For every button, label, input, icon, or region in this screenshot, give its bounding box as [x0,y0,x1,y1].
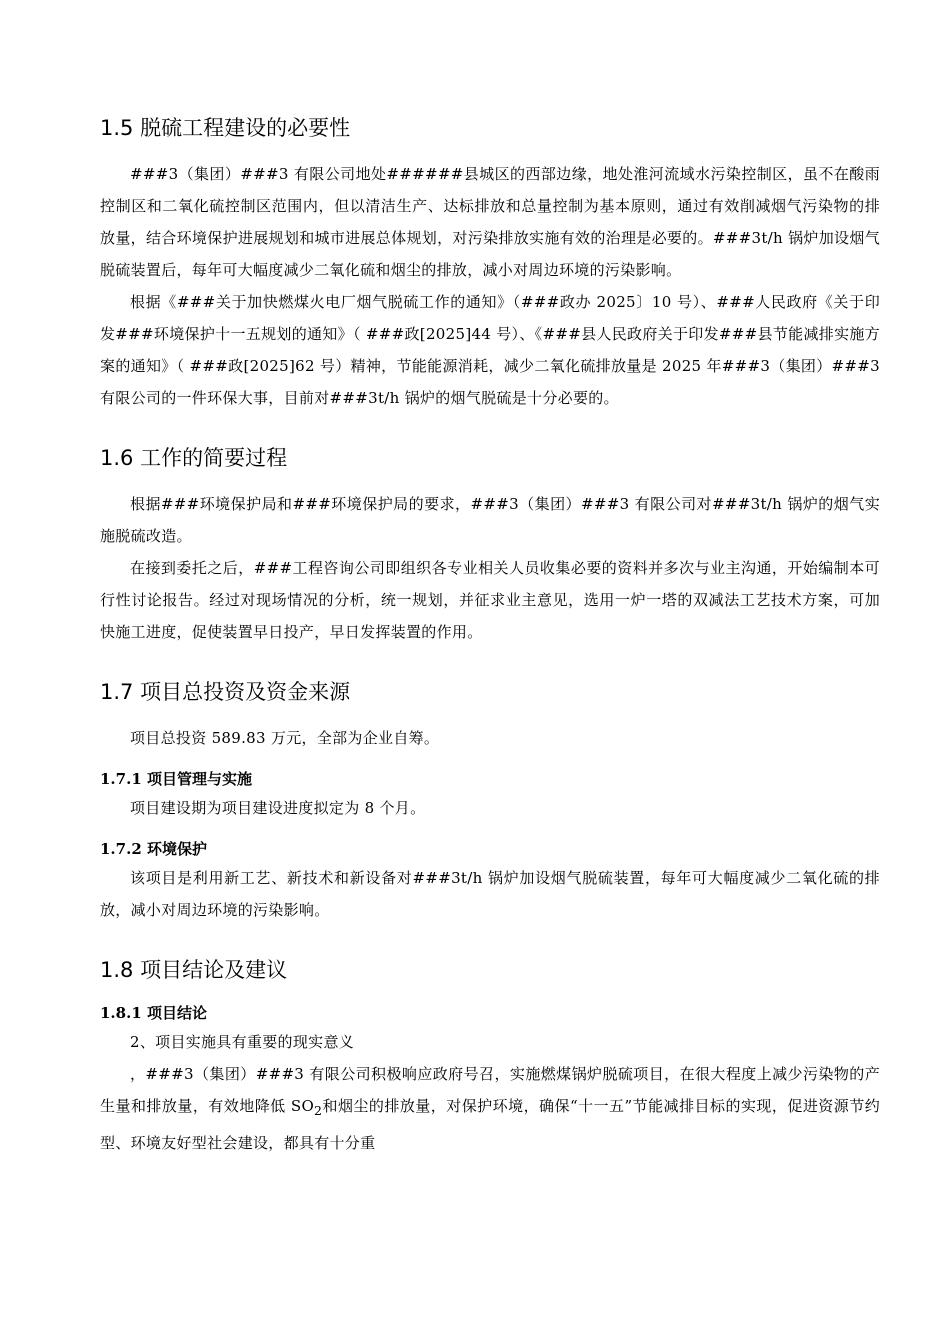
section-heading-1-7: 1.7 项目总投资及资金来源 [100,680,351,704]
document-page [100,110,880,1159]
paragraph: 项目建设期为项目建设进度拟定为 8 个月。 [130,799,426,817]
paragraph: 2、项目实施具有重要的现实意义 [130,1033,355,1051]
paragraph: 该项目是利用新工艺、新技术和新设备对###3t/h 锅炉加设烟气脱硫装置，每年可大幅度减少二氧化硫的排放，减小对周边环境的污染影响。 [100,869,880,919]
section-heading-1-5: 1.5 脱硫工程建设的必要性 [100,116,351,140]
paragraph-text: 和烟尘的排放量，对保护环境，确保“十一五”节能减排目标的实现，促进资源节约型、环境友好型社会建设，都具有十分重 [100,1097,880,1152]
paragraph: 根据《###关于加快燃煤火电厂烟气脱硫工作的通知》（###政办 2025〕10 号）、###人民政府《关于印发###环境保护十一五规划的通知》（ ###政[2025]44 号）、《###县人民政府关于印发###县节能减排实施方案的通知》（ ###政[2025]62 号）精神，节能能源消耗，减少二氧化硫排放量是 2025 年###3（集团）###3 有限公司的一件环保大事，目前对###3t/h 锅炉的烟气脱硫是十分必要的。 [100,293,880,407]
subscript-text: 2 [314,1103,323,1118]
paragraph: ###3（集团）###3 有限公司地处######县城区的西部边缘，地处淮河流域水污染控制区，虽不在酸雨控制区和二氧化硫控制区范围内，但以清洁生产、达标排放和总量控制为基本原则，通过有效削减烟气污染物的排放量，结合环境保护进展规划和城市进展总体规划，对污染排放实施有效的治理是必要的。###3t/h 锅炉加设烟气脱硫装置后，每年可大幅度减少二氧化硫和烟尘的排放，减小对周边环境的污染影响。 [100,165,880,279]
paragraph: 根据###环境保护局和###环境保护局的要求，###3（集团）###3 有限公司对###3t/h 锅炉的烟气实施脱硫改造。 [100,495,880,545]
section-heading-1-8: 1.8 项目结论及建议 [100,958,288,982]
paragraph: 项目总投资 589.83 万元，全部为企业自筹。 [130,729,440,747]
paragraph: 在接到委托之后，###工程咨询公司即组织各专业相关人员收集必要的资料并多次与业主沟通，开始编制本可行性讨论报告。经过对现场情况的分析，统一规划，并征求业主意见，选用一炉一塔的双减法工艺技术方案，可加快施工进度，促使装置早日投产，早日发挥装置的作用。 [100,559,880,641]
subsection-heading-1-7-2: 1.7.2 环境保护 [100,840,207,858]
paragraph [100,1058,880,1159]
section-heading-1-6: 1.6 工作的简要过程 [100,446,288,470]
subsection-heading-1-7-1: 1.7.1 项目管理与实施 [100,770,252,788]
subsection-heading-1-8-1: 1.8.1 项目结论 [100,1004,207,1022]
paragraph-text: ，###3（集团）###3 有限公司积极响应政府号召，实施燃煤锅炉脱硫项目，在很大程度上减少污染物的产生量和排放量，有效地降低 SO [100,1065,880,1115]
